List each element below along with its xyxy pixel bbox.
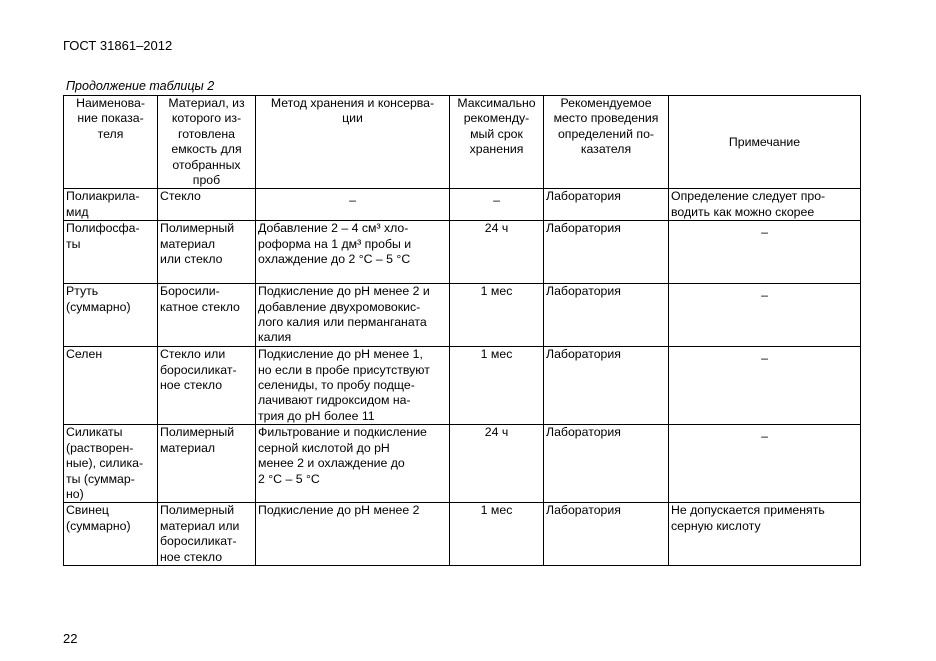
table-header-row [64, 96, 861, 189]
cell-max-storage: 24 ч [450, 425, 544, 503]
cell-indicator: Селен [64, 347, 158, 425]
cell-place: Лаборатория [544, 347, 669, 425]
table-row [64, 221, 861, 284]
cell-indicator: Ртуть (суммарно) [64, 284, 158, 347]
cell-note: Определение следует про- водить как можно скорее [669, 189, 861, 221]
cell-note: – [669, 284, 861, 347]
cell-note: – [669, 347, 861, 425]
cell-method: Подкисление до рН менее 2 [256, 503, 450, 566]
cell-material: Полимерный материал [158, 425, 256, 503]
cell-place: Лаборатория [544, 189, 669, 221]
table-row [64, 284, 861, 347]
cell-method: Подкисление до рН менее 1, но если в пробе присутствуют селениды, то пробу подще- лачивают гидроксидом на- трия до рН более 11 [256, 347, 450, 425]
table-caption: Продолжение таблицы 2 [66, 79, 215, 93]
col-header-note: Примечание [669, 96, 861, 189]
col-header-max-storage: Максимально рекоменду- мый срок хранения [450, 96, 544, 189]
col-header-method: Метод хранения и консерва- ции [256, 96, 450, 189]
table-row [64, 503, 861, 566]
cell-method: Подкисление до рН менее 2 и добавление двухромовокис- лого калия или перманганата калия [256, 284, 450, 347]
cell-note: Не допускается применять серную кислоту [669, 503, 861, 566]
cell-material: Полимерный материал или боросиликат- ное стекло [158, 503, 256, 566]
cell-max-storage: 24 ч [450, 221, 544, 284]
page-number: 22 [63, 631, 78, 646]
cell-place: Лаборатория [544, 503, 669, 566]
cell-material: Стекло или боросиликат- ное стекло [158, 347, 256, 425]
cell-max-storage: 1 мес [450, 503, 544, 566]
cell-max-storage: – [450, 189, 544, 221]
cell-method: Добавление 2 – 4 см³ хло- роформа на 1 дм³ пробы и охлаждение до 2 °С – 5 °С [256, 221, 450, 284]
cell-indicator: Силикаты (растворен- ные), силика- ты (суммар- но) [64, 425, 158, 503]
cell-indicator: Полиакрила- мид [64, 189, 158, 221]
cell-material: Боросили- катное стекло [158, 284, 256, 347]
cell-place: Лаборатория [544, 221, 669, 284]
cell-indicator: Свинец (суммарно) [64, 503, 158, 566]
cell-note: – [669, 221, 861, 284]
col-header-place: Рекомендуемое место проведения определений по- казателя [544, 96, 669, 189]
col-header-indicator: Наименова- ние показа- теля [64, 96, 158, 189]
cell-place: Лаборатория [544, 284, 669, 347]
cell-max-storage: 1 мес [450, 347, 544, 425]
col-header-material: Материал, из которого из- готовлена емкость для отобранных проб [158, 96, 256, 189]
cell-method: – [256, 189, 450, 221]
cell-material: Полимерный материал или стекло [158, 221, 256, 284]
table-row [64, 425, 861, 503]
cell-indicator: Полифосфа- ты [64, 221, 158, 284]
standard-code: ГОСТ 31861–2012 [63, 38, 173, 53]
cell-note: – [669, 425, 861, 503]
table-row [64, 347, 861, 425]
cell-place: Лаборатория [544, 425, 669, 503]
storage-methods-table [63, 95, 861, 566]
cell-method: Фильтрование и подкисление серной кислотой до рН менее 2 и охлаждение до 2 °С – 5 °С [256, 425, 450, 503]
cell-material: Стекло [158, 189, 256, 221]
cell-max-storage: 1 мес [450, 284, 544, 347]
table-row [64, 189, 861, 221]
